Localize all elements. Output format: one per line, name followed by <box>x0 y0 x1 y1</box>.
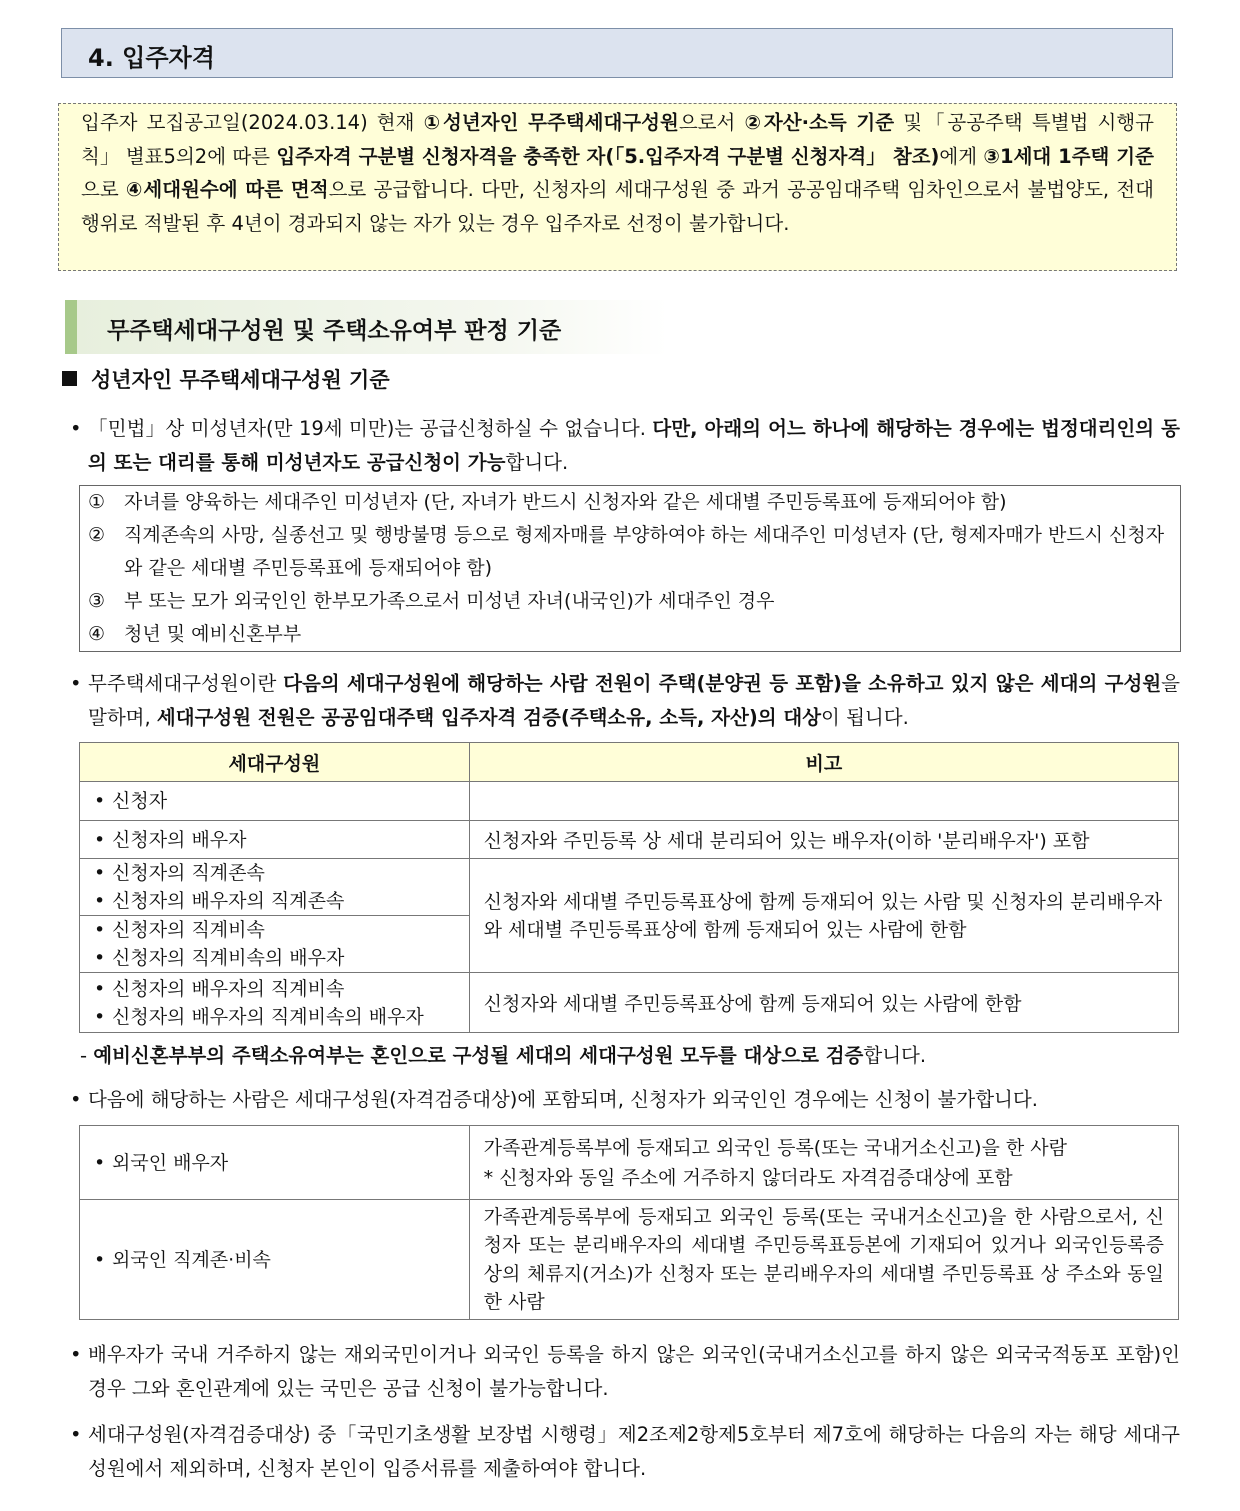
member-cell <box>80 782 470 821</box>
bullet-icon: • <box>70 1423 82 1446</box>
table-row <box>80 821 1179 859</box>
household-member-table <box>79 742 1179 1033</box>
member-item: • 신청자의 직계비속의 배우자 <box>94 944 455 972</box>
note-cell: 신청자와 세대별 주민등록표상에 함께 등재되어 있는 사람에 한함 <box>469 973 1178 1033</box>
minor-case-item <box>88 486 1168 519</box>
minor-rule-paragraph <box>70 412 1180 480</box>
member-item: • 신청자의 배우자의 직계비속 <box>94 975 455 1003</box>
note-text: 합니다. <box>863 1044 927 1067</box>
paragraph-bold: 다음의 세대구성원에 해당하는 사람 전원이 주택(분양권 등 포함)을 소유하고 있지 않은 세대의 구성원 <box>283 672 1162 695</box>
table-header-row <box>80 743 1179 782</box>
table-row <box>80 859 1179 916</box>
notice-bold: ①성년자인 무주택세대구성원 <box>423 111 679 134</box>
note-cell: 신청자와 세대별 주민등록표상에 함께 등재되어 있는 사람 및 신청자의 분리배우자와 세대별 주민등록표상에 함께 등재되어 있는 사람에 한함 <box>469 859 1178 973</box>
exclusion-paragraph <box>70 1418 1180 1486</box>
case-text: 직계존속의 사망, 실종선고 및 행방불명 등으로 형제자매를 부양하여야 하는 세대주인 미성년자 (단, 형제자매가 반드시 신청자와 같은 세대별 주민등록표에 등재되어야 함) <box>124 524 1165 579</box>
subsection-header <box>65 300 668 354</box>
case-number: ② <box>88 524 106 546</box>
member-item: • 신청자의 배우자 <box>94 826 455 854</box>
notice-text: 입주자 모집공고일(2024.03.14) 현재 <box>81 111 424 134</box>
note-bold: 예비신혼부부의 주택소유여부는 혼인으로 구성될 세대의 세대구성원 모두를 대상으로 검증 <box>93 1044 864 1067</box>
column-header: 비고 <box>469 743 1178 782</box>
note-cell: 신청자와 주민등록 상 세대 분리되어 있는 배우자(이하 '분리배우자') 포함 <box>469 821 1178 859</box>
note-cell <box>469 782 1178 821</box>
table-row <box>80 1126 1179 1200</box>
minor-case-item <box>88 585 1168 618</box>
member-cell <box>80 973 470 1033</box>
paragraph-text: 이 됩니다. <box>821 706 909 729</box>
square-bullet-icon <box>62 371 77 386</box>
member-item: • 신청자의 직계비속 <box>94 916 455 944</box>
foreign-member-table <box>79 1125 1179 1320</box>
notice-bold: 입주자격 구분별 신청자격을 충족한 자(「5.입주자격 구분별 신청자격」 참조) <box>276 144 940 168</box>
minor-cases-box <box>79 485 1181 652</box>
note-line: * 신청자와 동일 주소에 거주하지 않더라도 자격검증대상에 포함 <box>483 1166 1013 1189</box>
criteria-heading-text: 성년자인 무주택세대구성원 기준 <box>91 368 390 392</box>
paragraph-text: 무주택세대구성원이란 <box>88 672 284 695</box>
table-row <box>80 1200 1179 1320</box>
notice-text: 에게 <box>939 144 984 168</box>
paragraph-text: 배우자가 국내 거주하지 않는 재외국민이거나 외국인 등록을 하지 않은 외국인(국내거소신고를 하지 않은 외국국적동포 포함)인 경우 그와 혼인관계에 있는 국민은 공급 신청이 불가능합니다. <box>88 1343 1180 1400</box>
notice-bold: ④세대원수에 따른 면적 <box>125 178 329 201</box>
paragraph-bold: 세대구성원 전원은 공공임대주택 입주자격 검증(주택소유, 소득, 자산)의 대상 <box>156 706 822 729</box>
note-line: 가족관계등록부에 등재되고 외국인 등록(또는 국내거소신고)을 한 사람 <box>483 1136 1067 1159</box>
member-cell <box>80 1200 470 1320</box>
bullet-icon: • <box>70 417 82 440</box>
newlywed-note <box>80 1040 926 1068</box>
notice-text: 으로 공급합니다. 다만, 신청자의 세대구성원 중 과거 공공임대주택 임차인으로서 불법양도, 전대 행위로 적발된 후 4년이 경과되지 않는 자가 있는 경우 입주자로 선정이 불가합니다. <box>81 178 1155 235</box>
notice-text: 및「공공주택 특별법 시행규칙」 별표5의2에 따른 <box>81 111 1154 168</box>
paragraph-text: 합니다. <box>505 451 569 474</box>
foreign-member-paragraph <box>70 1083 1180 1117</box>
section-title: 4. 입주자격 <box>88 44 215 72</box>
column-header: 세대구성원 <box>80 743 470 782</box>
paragraph-text: 을 말하며, <box>88 672 1180 729</box>
bullet-icon: • <box>70 1088 82 1111</box>
household-definition-paragraph <box>70 667 1180 735</box>
overseas-spouse-paragraph <box>70 1338 1180 1406</box>
member-cell <box>80 1126 470 1200</box>
note-cell <box>469 1126 1178 1200</box>
member-cell <box>80 859 470 916</box>
case-text: 청년 및 예비신혼부부 <box>124 623 302 645</box>
case-text: 부 또는 모가 외국인인 한부모가족으로서 미성년 자녀(내국인)가 세대주인 경우 <box>124 590 775 612</box>
notice-bold: ③1세대 1주택 기준 <box>983 144 1154 168</box>
paragraph-text: 「민법」상 미성년자(만 19세 미만)는 공급신청하실 수 없습니다. <box>88 417 653 440</box>
bullet-icon: • <box>70 1343 82 1366</box>
case-number: ④ <box>88 623 106 645</box>
table-row <box>80 973 1179 1033</box>
member-item: • 외국인 배우자 <box>94 1149 455 1177</box>
criteria-heading <box>62 364 390 394</box>
subsection-title: 무주택세대구성원 및 주택소유여부 판정 기준 <box>107 318 562 344</box>
member-item: • 신청자 <box>94 787 455 815</box>
member-cell <box>80 821 470 859</box>
notice-bold: ②자산·소득 기준 <box>744 111 895 134</box>
dash-marker: - <box>80 1044 88 1067</box>
eligibility-notice <box>58 103 1177 271</box>
section-header <box>61 28 1173 78</box>
minor-case-item <box>88 618 1168 651</box>
member-cell <box>80 916 470 973</box>
notice-text: 으로 <box>81 178 126 201</box>
case-text: 자녀를 양육하는 세대주인 미성년자 (단, 자녀가 반드시 신청자와 같은 세대별 주민등록표에 등재되어야 함) <box>124 491 1007 513</box>
paragraph-bold: 다만, 아래의 어느 하나에 해당하는 경우에는 법정대리인의 동의 또는 대리를 통해 미성년자도 공급신청이 가능 <box>88 417 1181 474</box>
member-item: • 신청자의 배우자의 직계존속 <box>94 887 455 915</box>
notice-text: 으로서 <box>678 111 745 134</box>
paragraph-text: 다음에 해당하는 사람은 세대구성원(자격검증대상)에 포함되며, 신청자가 외국인인 경우에는 신청이 불가합니다. <box>88 1088 1038 1111</box>
paragraph-text: 세대구성원(자격검증대상) 중「국민기초생활 보장법 시행령」제2조제2항제5호부터 제7호에 해당하는 다음의 자는 해당 세대구성원에서 제외하며, 신청자 본인이 입증서류를 제출하여야 합니다. <box>88 1423 1180 1480</box>
minor-case-item <box>88 519 1168 585</box>
member-item: • 외국인 직계존·비속 <box>94 1246 455 1274</box>
member-item: • 신청자의 직계존속 <box>94 859 455 887</box>
note-cell: 가족관계등록부에 등재되고 외국인 등록(또는 국내거소신고)을 한 사람으로서, 신청자 또는 분리배우자의 세대별 주민등록표등본에 기재되어 있거나 외국인등록증 상의 체류지(거소)가 신청자 또는 분리배우자의 세대별 주민등록표 상 주소와 동일한 사람 <box>469 1200 1178 1320</box>
bullet-icon: • <box>70 672 82 695</box>
table-row <box>80 782 1179 821</box>
case-number: ③ <box>88 590 106 612</box>
case-number: ① <box>88 491 106 513</box>
member-item: • 신청자의 배우자의 직계비속의 배우자 <box>94 1003 455 1031</box>
